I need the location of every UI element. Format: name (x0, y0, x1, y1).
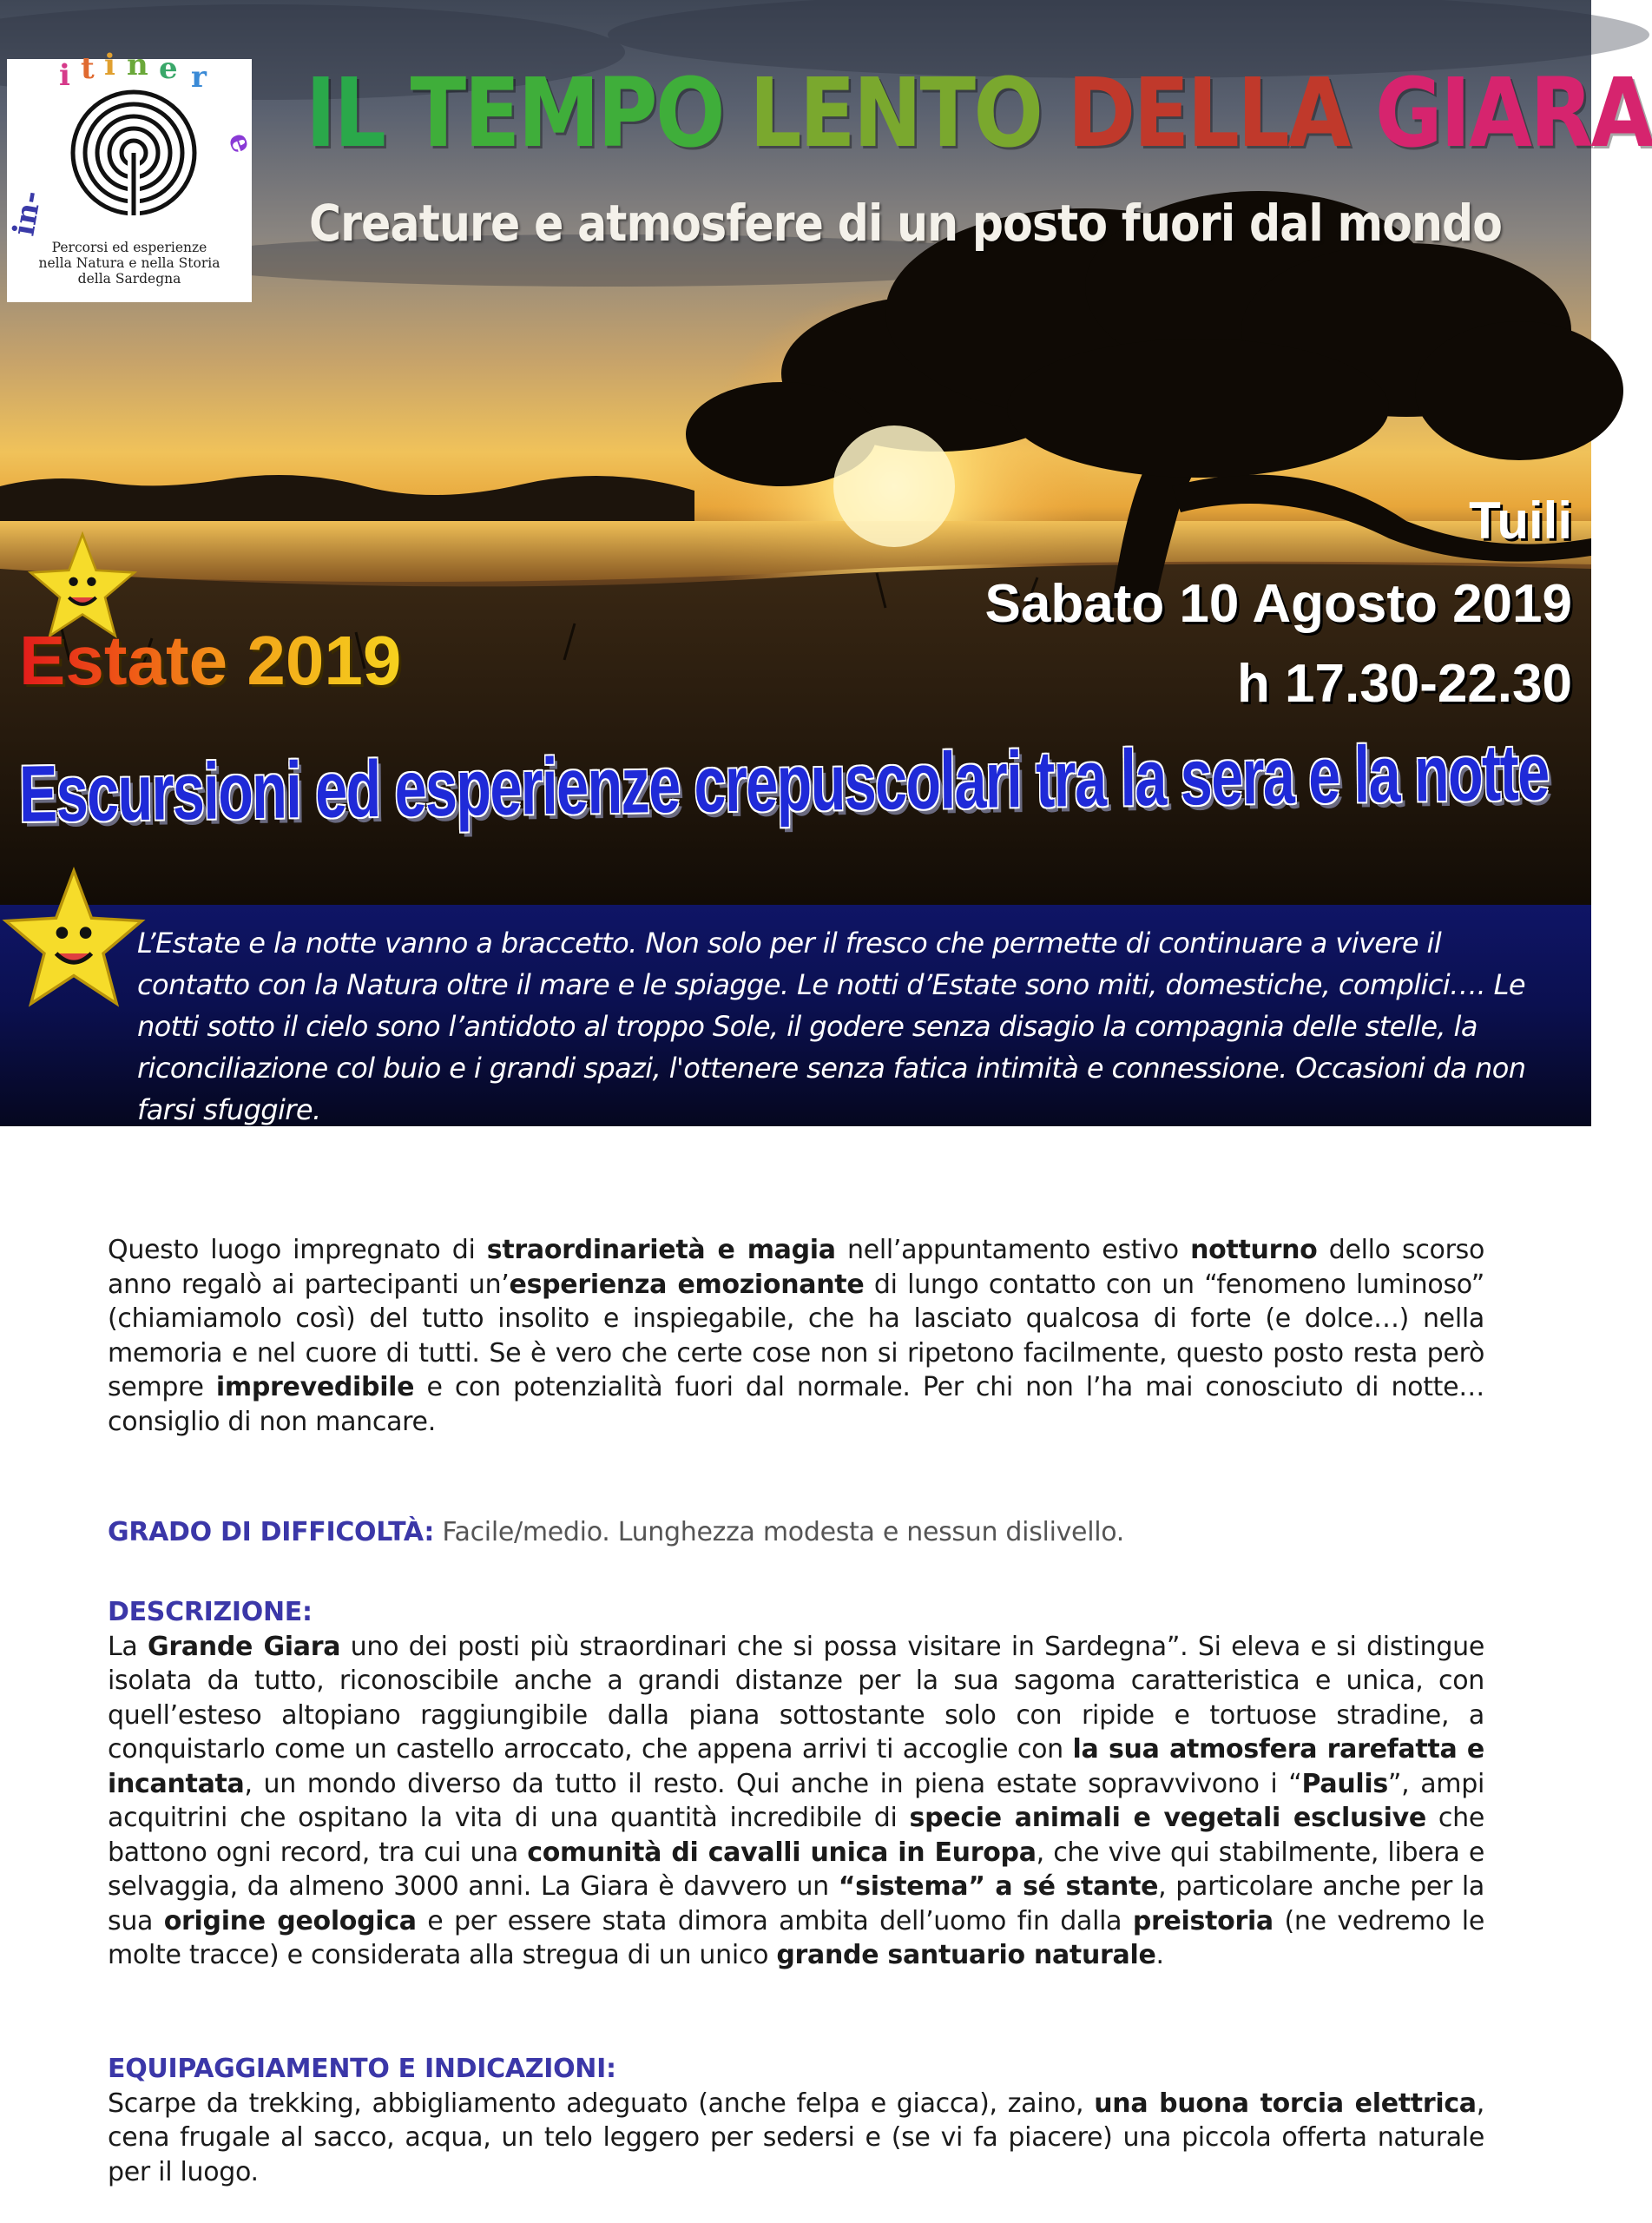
body-text-run: e per essere stata dimora ambita dell’uomo fin dalla (416, 1905, 1133, 1936)
emphasis-text: Paulis (1301, 1768, 1388, 1799)
svg-text:i: i (104, 48, 115, 82)
svg-text:n: n (127, 48, 148, 82)
emphasis-text: straordinarietà e magia (486, 1235, 836, 1265)
body-text-run: di lungo contatto con un “fenomeno luminoso” (chiamiamolo così) del tutto insolito e inspiegabile, che ha lasciato qualcosa di forte (e dolce…) nella memoria e nel cuore di tutti. Se è vero che certe cose non si ripetono facilmente, questo posto resta però sempre (108, 1269, 1484, 1402)
emphasis-text: origine geologica (163, 1905, 417, 1936)
body-text-run: , un mondo diverso da tutto il resto. Qui anche in piena estate sopravvivono i “ (244, 1768, 1302, 1799)
body-text-run: che battono ogni record, tra cui una (108, 1803, 1484, 1868)
emphasis-text: “sistema” a sé stante (838, 1871, 1159, 1902)
equipment-text (108, 2087, 1484, 2190)
body-text-run: , particolare anche per la sua (108, 1871, 1484, 1936)
emphasis-text: una buona torcia elettrica (1094, 2088, 1477, 2119)
description-heading: DESCRIZIONE: (108, 1597, 313, 1627)
svg-text:e: e (159, 51, 178, 86)
event-subtitle: Creature e atmosfere di un posto fuori dal mondo (309, 194, 1503, 253)
body-text-run: Questo luogo impregnato di (108, 1235, 487, 1265)
title-word: LENTO (749, 57, 1068, 168)
svg-text:in-: in- (6, 188, 49, 239)
equipment-heading: EQUIPAGGIAMENTO E INDICAZIONI: (108, 2054, 616, 2084)
difficulty-value: Facile/medio. Lunghezza modesta e nessun dislivello. (434, 1517, 1125, 1547)
logo-tagline-line: Percorsi ed esperienze (51, 240, 207, 255)
svg-text:e: e (220, 128, 260, 158)
title-word: GIARA (1375, 57, 1652, 168)
body-text-run: dello scorso anno regalò ai partecipanti un’ (108, 1235, 1484, 1300)
intro-text: L’Estate e la notte vanno a braccetto. Non solo per il fresco che permette di continuare a vivere il contatto con la Natura oltre il mare e le spiagge. Le notti d’Estate sono miti, domestiche, complici…. Le notti sotto il cielo sono l’antidoto al troppo Sole, il godere senza disagio la compagnia delle stelle, la riconciliazione col buio e i grandi spazi, l'ottenere senza fatica intimità e connessione. Occasioni da non farsi sfuggire. (137, 927, 1526, 1126)
body-text-run: e con potenzialità fuori dal normale. Per chi non l’ha mai conosciuto di notte… consiglio di non mancare. (108, 1372, 1484, 1437)
logo-tagline (7, 240, 252, 287)
event-title (306, 52, 1652, 174)
event-place: Tuili (1469, 491, 1572, 550)
title-word: IL (306, 57, 411, 168)
logo-tagline-line: nella Natura e nella Storia (38, 255, 220, 271)
star-mascot-icon (0, 865, 148, 1013)
body-text-run: . (1155, 1940, 1164, 1970)
emphasis-text: esperienza emozionante (509, 1269, 865, 1300)
emphasis-text: Grande Giara (148, 1631, 341, 1662)
body-text-run: nell’appuntamento estivo (835, 1235, 1191, 1265)
difficulty-section (108, 1515, 1484, 1550)
paragraph-experience (108, 1233, 1484, 1439)
title-word: TEMPO (410, 57, 750, 168)
body-text-run: , che vive qui stabilmente, libera e selvaggia, da almeno 3000 anni. La Giara è davvero un (108, 1837, 1484, 1902)
body-text-run: , cena frugale al sacco, acqua, un telo leggero per sedersi e (se vi fa piacere) una piccola offerta naturale per il luogo. (108, 2088, 1484, 2187)
emphasis-text: specie animali e vegetali esclusive (909, 1803, 1426, 1833)
description-text (108, 1630, 1484, 1973)
emphasis-text: comunità di cavalli unica in Europa (527, 1837, 1037, 1868)
in-itinere-logo (6, 48, 260, 302)
emphasis-text: notturno (1190, 1235, 1318, 1265)
hero-banner (0, 0, 1652, 905)
event-tagline: Escursioni ed esperienze crepuscolari tra la sera e la notte (18, 728, 1550, 839)
body-text-run: uno dei posti più straordinari che si possa visitare in Sardegna”. Si eleva e si distingue isolata da tutto, riconoscibile anche a grandi distanze per la sua sagoma caratteristica e unica, con quell’esteso altopiano raggiungibile dalla piana sottostante solo con ripide e tortuose stradine, a conquistarlo come un castello arroccato, che appena arrivi ti accoglie con (108, 1631, 1484, 1765)
logo-tagline-line: della Sardegna (77, 271, 181, 287)
svg-text:t: t (81, 51, 95, 86)
emphasis-text: imprevedibile (215, 1372, 415, 1402)
body-text-run: (ne vedremo le molte tracce) e considerata alla stregua di un unico (108, 1905, 1484, 1970)
description-section (108, 1595, 1484, 1973)
svg-text:r: r (191, 60, 207, 95)
difficulty-heading: GRADO DI DIFFICOLTÀ: (108, 1517, 435, 1547)
svg-text:i: i (59, 58, 70, 93)
season-label: Estate 2019 (19, 622, 402, 699)
event-hours: h 17.30-22.30 (1236, 654, 1572, 714)
emphasis-text: grande santuario naturale (776, 1940, 1156, 1970)
labyrinth-icon (6, 48, 260, 241)
emphasis-text: la sua atmosfera rarefatta e incantata (108, 1734, 1484, 1799)
emphasis-text: preistoria (1132, 1905, 1274, 1936)
body-text-run: Scarpe da trekking, abbigliamento adeguato (anche felpa e giacca), zaino, (108, 2088, 1095, 2119)
intro-band (0, 905, 1591, 1126)
event-date: Sabato 10 Agosto 2019 (984, 574, 1572, 634)
title-word: DELLA (1067, 57, 1376, 168)
body-text-run: La (108, 1631, 148, 1662)
body-text-run: ”, ampi acquitrini che ospitano la vita di una quantità incredibile di (108, 1768, 1484, 1833)
equipment-section (108, 2052, 1484, 2189)
horizon-trees (0, 475, 694, 521)
